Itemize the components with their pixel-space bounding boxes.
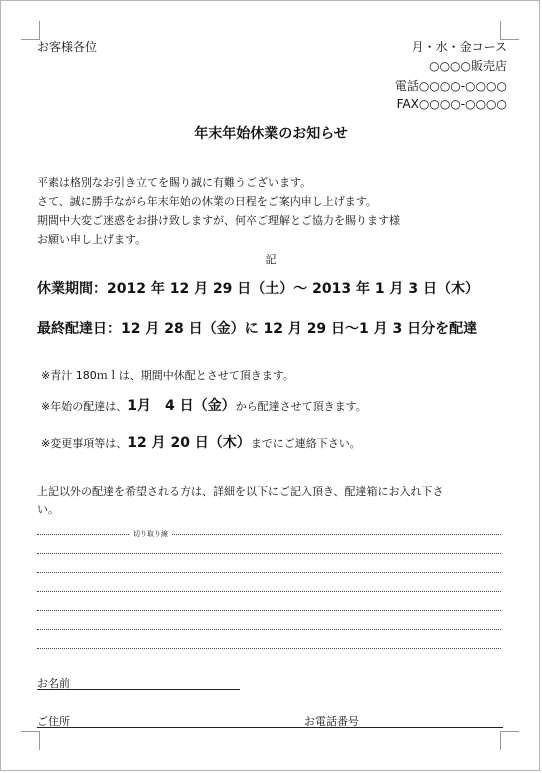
address-phone-field-line[interactable] (37, 727, 503, 728)
cut-line-label: 切り取り線 (129, 529, 172, 539)
holiday-value: 2012 年 12 月 29 日（土）～ 2013 年 1 月 3 日（木） (107, 281, 479, 297)
note-3 (41, 432, 361, 452)
address-label: ご住所 (37, 715, 70, 728)
margin-corner-mark (21, 731, 40, 750)
note-1: ※青汁 180ｍｌは、期間中休配とさせて頂きます。 (41, 369, 294, 382)
shop-name: ○○○○販売店 (429, 59, 507, 73)
request-line: 上記以外の配達を希望される方は、詳細を以下にご記入頂き、配達箱にお入れ下さ (37, 485, 444, 498)
body-line: お願い申し上げます。 (37, 233, 147, 246)
note-3-text-after: までにご連絡下さい。 (250, 437, 361, 450)
name-field-line[interactable] (37, 689, 240, 690)
request-line: い。 (37, 503, 59, 516)
document-title: 年末年始休業のお知らせ (194, 126, 348, 142)
writing-line (37, 591, 501, 592)
note-2-date: 1月 4 日（金） (127, 398, 236, 414)
body-line: 期間中大変ご迷惑をお掛け致しますが、何卒ご理解とご協力を賜ります様 (37, 214, 400, 227)
body-line: さて、誠に勝手ながら年末年始の休業の日程をご案内申し上げます。 (37, 195, 377, 208)
recipient: お客様各位 (37, 40, 98, 54)
shop-fax: FAX○○○○-○○○○ (396, 97, 507, 111)
last-delivery (37, 318, 477, 338)
holiday-label: 休業期間： (37, 281, 107, 297)
last-delivery-label: 最終配達日： (37, 321, 121, 337)
note-2-text-after: から配達させて頂きます。 (235, 400, 367, 413)
shop-phone: 電話○○○○-○○○○ (394, 79, 507, 93)
course-name: 月・水・金コース (411, 40, 507, 54)
writing-line (37, 572, 501, 573)
body-line: 平素は格別なお引き立てを賜り誠に有難うございます。 (37, 176, 312, 189)
last-delivery-value: 12 月 28 日（金）に 12 月 29 日～1 月 3 日分を配達 (121, 321, 478, 337)
margin-corner-mark (500, 731, 519, 750)
writing-line (37, 553, 501, 554)
cut-line (37, 534, 501, 535)
writing-line (37, 648, 501, 649)
note-2-text: ※年始の配達は、 (41, 400, 128, 413)
holiday-period (37, 278, 479, 298)
name-label: お名前 (37, 677, 70, 690)
note-3-date: 12 月 20 日（木） (127, 435, 251, 451)
note-3-text: ※変更事項等は、 (41, 437, 128, 450)
phone-label: お電話番号 (304, 715, 359, 728)
note-2 (41, 395, 367, 415)
writing-line (37, 610, 501, 611)
ki-mark: 記 (265, 253, 277, 266)
writing-line (37, 629, 501, 630)
